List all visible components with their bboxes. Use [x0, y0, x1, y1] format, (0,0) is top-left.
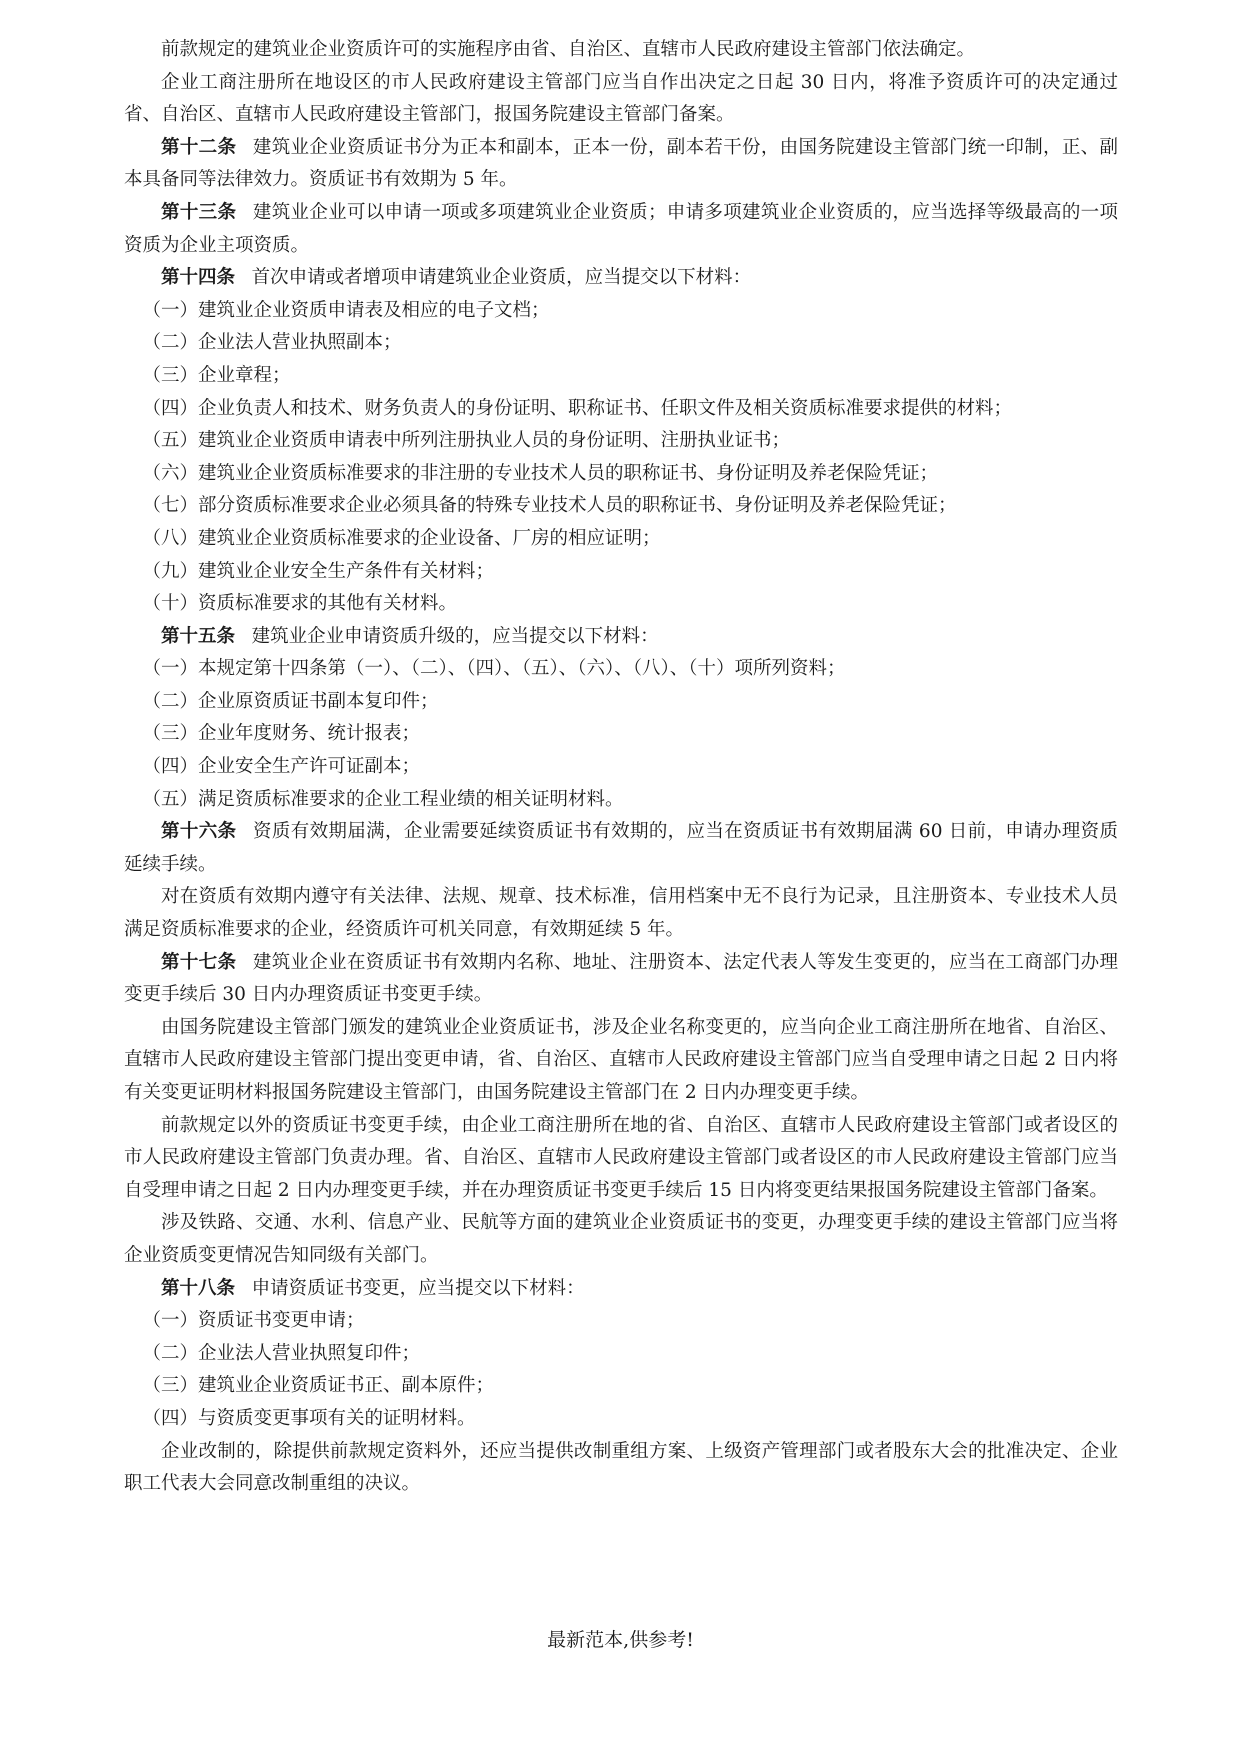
list-item: （三）企业年度财务、统计报表； — [142, 723, 421, 745]
article-number: 第十三条 — [161, 201, 237, 223]
list-item: （七）部分资质标准要求企业必须具备的特殊专业技术人员的职称证书、身份证明及养老保险凭证； — [142, 495, 957, 517]
article-text: 首次申请或者增项申请建筑业企业资质，应当提交以下材料： — [251, 267, 752, 289]
article-paragraph — [124, 262, 1118, 295]
article-text: 建筑业企业可以申请一项或多项建筑业企业资质；申请多项建筑业企业资质的，应当选择等级最高的一项资质为企业主项资质。 — [124, 201, 1118, 256]
list-item: （三）企业章程； — [142, 364, 291, 386]
body-paragraph: 涉及铁路、交通、水利、信息产业、民航等方面的建筑业企业资质证书的变更，办理变更手续的建设主管部门应当将企业资质变更情况告知同级有关部门。 — [124, 1212, 1118, 1266]
body-paragraph: 前款规定以外的资质证书变更手续，由企业工商注册所在地的省、自治区、直辖市人民政府建设主管部门或者设区的市人民政府建设主管部门负责办理。省、自治区、直辖市人民政府建设主管部门或者设区的市人民政府建设主管部门应当自受理申请之日起 2 日内办理变更手续，并在办理资质证书变更手续后 15 日内将变更结果报国务院建设主管部门备案。 — [124, 1114, 1118, 1201]
list-item: （八）建筑业企业资质标准要求的企业设备、厂房的相应证明； — [142, 527, 661, 549]
list-item: （一）资质证书变更申请； — [142, 1310, 365, 1332]
article-paragraph — [124, 197, 1118, 262]
article-number: 第十五条 — [161, 625, 236, 647]
list-item: （十）资质标准要求的其他有关材料。 — [142, 593, 458, 615]
article-paragraph — [124, 621, 1118, 654]
article-paragraph — [124, 132, 1118, 197]
list-item: （一）建筑业企业资质申请表及相应的电子文档； — [142, 299, 550, 321]
list-item: （五）满足资质标准要求的企业工程业绩的相关证明材料。 — [142, 788, 624, 810]
article-paragraph — [124, 1273, 1118, 1306]
body-paragraph: 企业改制的，除提供前款规定资料外，还应当提供改制重组方案、上级资产管理部门或者股东大会的批准决定、企业职工代表大会同意改制重组的决议。 — [124, 1440, 1118, 1495]
list-item: （一）本规定第十四条第（一）、（二）、（四）、（五）、（六）、（八）、（十）项所列资料； — [142, 658, 846, 680]
body-paragraph: 对在资质有效期内遵守有关法律、法规、规章、技术标准，信用档案中无不良行为记录，且注册资本、专业技术人员满足资质标准要求的企业，经资质许可机关同意，有效期延续 5 年。 — [124, 886, 1118, 941]
list-item: （四）与资质变更事项有关的证明材料。 — [142, 1407, 476, 1429]
page-footer: 最新范本,供参考! — [547, 1629, 694, 1651]
list-item: （四）企业安全生产许可证副本； — [142, 756, 421, 778]
body-paragraph: 前款规定的建筑业企业资质许可的实施程序由省、自治区、直辖市人民政府建设主管部门依法确定。 — [161, 39, 976, 60]
article-number: 第十七条 — [161, 951, 237, 973]
article-number: 第十六条 — [161, 821, 237, 843]
list-item: （九）建筑业企业安全生产条件有关材料； — [142, 560, 495, 582]
body-paragraph: 企业工商注册所在地设区的市人民政府建设主管部门应当自作出决定之日起 30 日内，将准予资质许可的决定通过省、自治区、直辖市人民政府建设主管部门，报国务院建设主管部门备案。 — [124, 71, 1118, 126]
list-item: （三）建筑业企业资质证书正、副本原件； — [142, 1375, 495, 1397]
list-item: （二）企业法人营业执照副本； — [142, 332, 402, 354]
list-item: （五）建筑业企业资质申请表中所列注册执业人员的身份证明、注册执业证书； — [142, 430, 791, 452]
article-text: 申请资质证书变更，应当提交以下材料： — [251, 1277, 585, 1299]
list-item: （六）建筑业企业资质标准要求的非注册的专业技术人员的职称证书、身份证明及养老保险凭证； — [142, 462, 939, 484]
article-paragraph — [124, 816, 1118, 881]
list-item: （二）企业原资质证书副本复印件； — [142, 690, 439, 712]
article-text: 建筑业企业在资质证书有效期内名称、地址、注册资本、法定代表人等发生变更的，应当在工商部门办理变更手续后 30 日内办理资质证书变更手续。 — [124, 951, 1118, 1006]
article-paragraph — [124, 947, 1118, 1012]
document-body — [124, 34, 1118, 1501]
article-number: 第十四条 — [161, 267, 236, 289]
body-paragraph: 由国务院建设主管部门颁发的建筑业企业资质证书，涉及企业名称变更的，应当向企业工商注册所在地省、自治区、直辖市人民政府建设主管部门提出变更申请，省、自治区、直辖市人民政府建设主管部门应当自受理申请之日起 2 日内将有关变更证明材料报国务院建设主管部门，由国务院建设主管部门在 2 日内办理变更手续。 — [124, 1016, 1118, 1103]
article-number: 第十八条 — [161, 1277, 236, 1299]
article-text: 资质有效期届满，企业需要延续资质证书有效期的，应当在资质证书有效期届满 60 日前，申请办理资质延续手续。 — [124, 821, 1118, 875]
list-item: （二）企业法人营业执照复印件； — [142, 1342, 421, 1364]
article-text: 建筑业企业申请资质升级的，应当提交以下材料： — [251, 625, 659, 647]
article-number: 第十二条 — [161, 136, 237, 158]
list-item: （四）企业负责人和技术、财务负责人的身份证明、职称证书、任职文件及相关资质标准要求提供的材料； — [142, 397, 1013, 419]
article-text: 建筑业企业资质证书分为正本和副本，正本一份，副本若干份，由国务院建设主管部门统一印制，正、副本具备同等法律效力。资质证书有效期为 5 年。 — [124, 136, 1118, 191]
